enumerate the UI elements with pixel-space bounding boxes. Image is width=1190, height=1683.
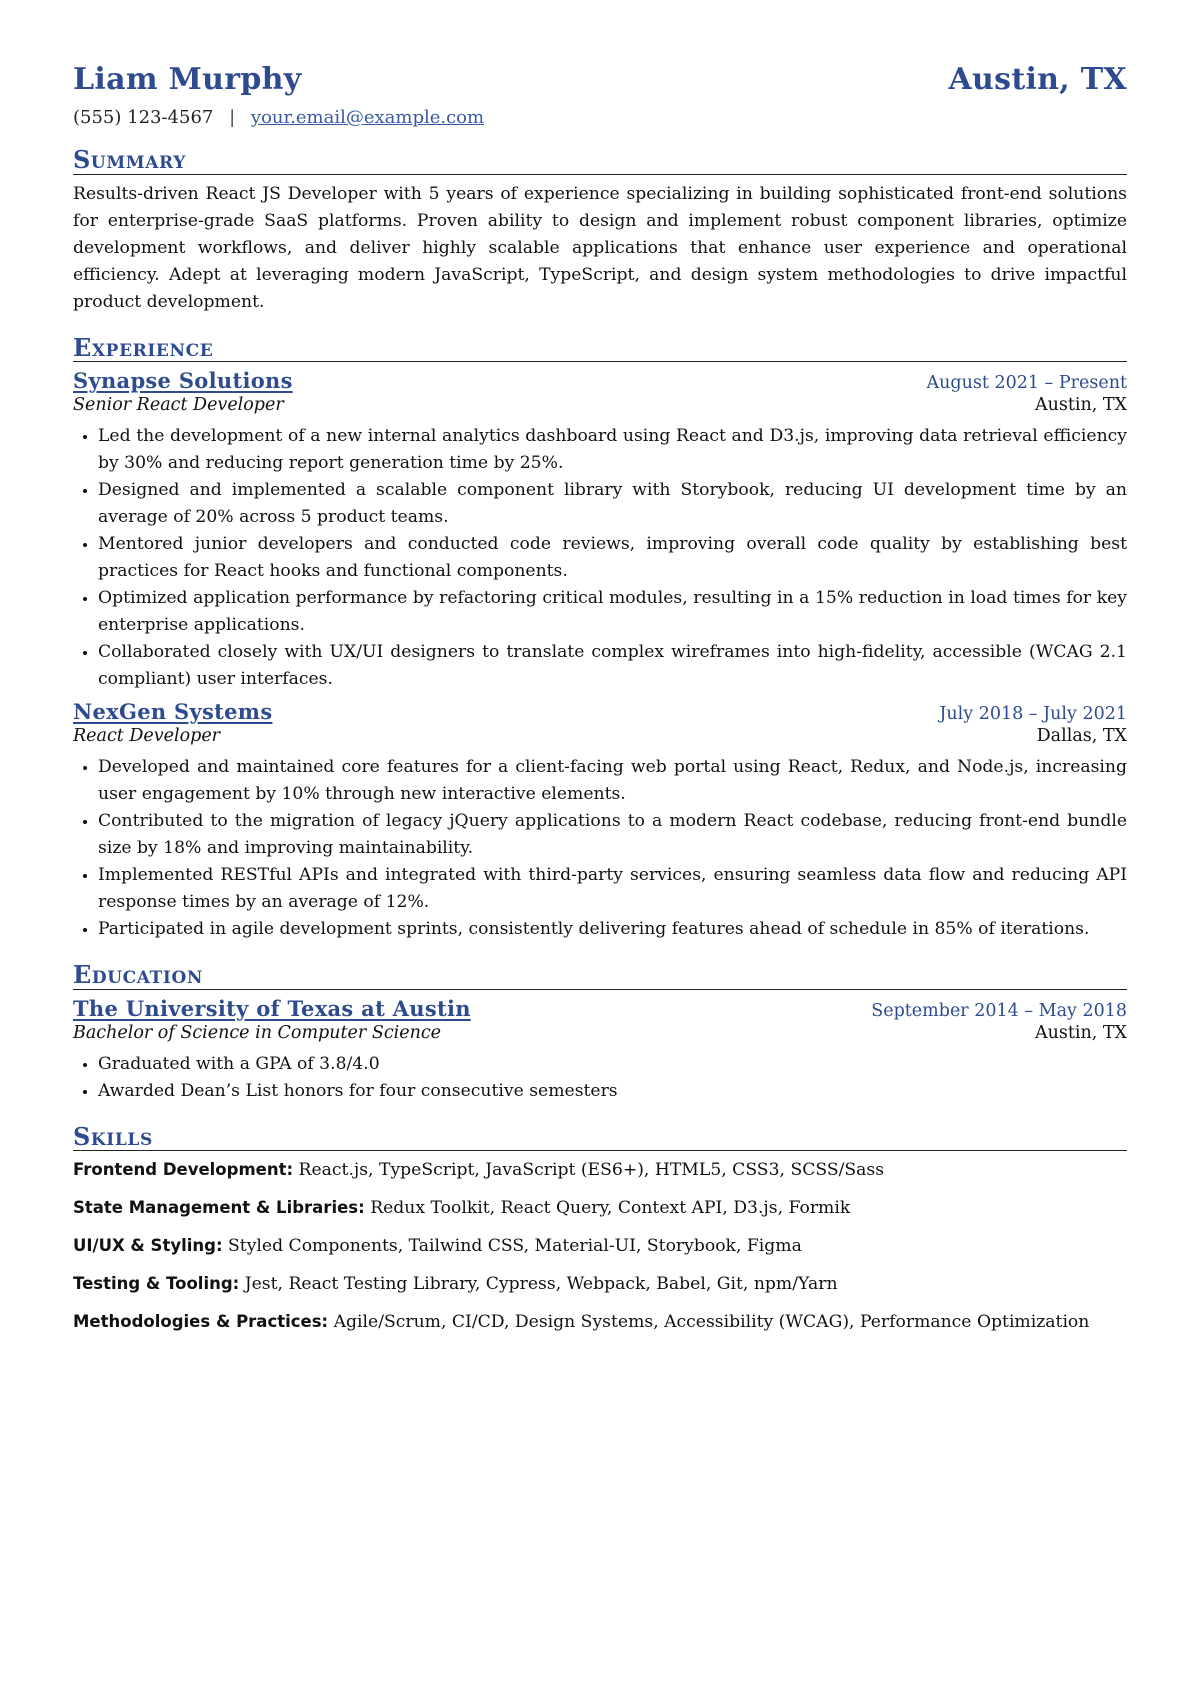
skill-value: Agile/Scrum, CI/CD, Design Systems, Accessibility (WCAG), Performance Optimization bbox=[333, 1312, 1090, 1333]
skill-line bbox=[73, 1195, 1127, 1221]
skill-value: Jest, React Testing Library, Cypress, Webpack, Babel, Git, npm/Yarn bbox=[244, 1274, 838, 1295]
education-location: Austin, TX bbox=[1034, 1022, 1127, 1043]
education-dates: September 2014 – May 2018 bbox=[871, 1000, 1127, 1021]
bullet-item: • Graduated with a GPA of 3.8/4.0 bbox=[98, 1051, 1127, 1078]
job-dates: July 2018 – July 2021 bbox=[939, 704, 1127, 725]
skill-value: Redux Toolkit, React Query, Context API, D3.js, Formik bbox=[370, 1198, 851, 1219]
contact-line bbox=[73, 107, 1127, 128]
skills-list bbox=[73, 1157, 1127, 1335]
job-bullets bbox=[73, 754, 1127, 943]
job-bullets bbox=[73, 423, 1127, 693]
company-link[interactable]: Synapse Solutions bbox=[73, 368, 293, 394]
job-title: React Developer bbox=[73, 726, 221, 747]
job-entry-nexgen bbox=[73, 699, 1127, 943]
bullet-item: • Developed and maintained core features for a client-facing web portal using React, Redux, and Node.js, increasing user engagement by 10% through new interactive elements. bbox=[98, 754, 1127, 808]
skill-label: Testing & Tooling: bbox=[73, 1274, 240, 1294]
skill-value: Styled Components, Tailwind CSS, Material-UI, Storybook, Figma bbox=[228, 1236, 802, 1257]
skill-line bbox=[73, 1233, 1127, 1259]
job-entry-synapse bbox=[73, 368, 1127, 693]
phone-number: (555) 123-4567 bbox=[73, 107, 214, 128]
skill-label: State Management & Libraries: bbox=[73, 1198, 365, 1218]
job-title: Senior React Developer bbox=[73, 395, 284, 416]
job-location: Dallas, TX bbox=[1036, 726, 1127, 747]
bullet-item: • Awarded Dean’s List honors for four consecutive semesters bbox=[98, 1078, 1127, 1105]
bullet-item: • Led the development of a new internal analytics dashboard using React and D3.js, improving data retrieval efficiency by 30% and reducing report generation time by 25%. bbox=[98, 423, 1127, 477]
contact-separator: | bbox=[229, 107, 236, 128]
skill-line bbox=[73, 1157, 1127, 1183]
school-link[interactable]: The University of Texas at Austin bbox=[73, 995, 471, 1021]
company-link[interactable]: NexGen Systems bbox=[73, 699, 273, 725]
skill-value: React.js, TypeScript, JavaScript (ES6+), HTML5, CSS3, SCSS/Sass bbox=[298, 1160, 885, 1181]
section-title-experience: Experience bbox=[73, 334, 1127, 363]
education-entry bbox=[73, 996, 1127, 1105]
skill-line bbox=[73, 1271, 1127, 1297]
resume-header bbox=[73, 62, 1127, 97]
header-location: Austin, TX bbox=[948, 62, 1127, 97]
bullet-item: • Contributed to the migration of legacy jQuery applications to a modern React codebase, reducing front-end bundle size by 18% and improving maintainability. bbox=[98, 808, 1127, 862]
section-title-skills: Skills bbox=[73, 1123, 1127, 1152]
bullet-item: • Designed and implemented a scalable component library with Storybook, reducing UI development time by an average of 20% across 5 product teams. bbox=[98, 477, 1127, 531]
bullet-item: • Collaborated closely with UX/UI designers to translate complex wireframes into high-fidelity, accessible (WCAG 2.1 compliant) user interfaces. bbox=[98, 639, 1127, 693]
section-title-education: Education bbox=[73, 961, 1127, 990]
bullet-item: • Implemented RESTful APIs and integrated with third-party services, ensuring seamless data flow and reducing API response times by an average of 12%. bbox=[98, 862, 1127, 916]
skill-label: UI/UX & Styling: bbox=[73, 1236, 223, 1256]
email-link[interactable]: your.email@example.com bbox=[250, 107, 485, 128]
degree-name: Bachelor of Science in Computer Science bbox=[73, 1022, 442, 1043]
skill-line bbox=[73, 1309, 1127, 1335]
candidate-name: Liam Murphy bbox=[73, 62, 302, 97]
section-title-summary: Summary bbox=[73, 146, 1127, 175]
skill-label: Frontend Development: bbox=[73, 1160, 294, 1180]
resume-page bbox=[73, 62, 1127, 1347]
job-location: Austin, TX bbox=[1034, 395, 1127, 416]
skill-label: Methodologies & Practices: bbox=[73, 1312, 329, 1332]
bullet-item: • Participated in agile development sprints, consistently delivering features ahead of schedule in 85% of iterations. bbox=[98, 916, 1127, 943]
bullet-item: • Mentored junior developers and conducted code reviews, improving overall code quality by establishing best practices for React hooks and functional components. bbox=[98, 531, 1127, 585]
education-bullets bbox=[73, 1051, 1127, 1105]
bullet-item: • Optimized application performance by refactoring critical modules, resulting in a 15% reduction in load times for key enterprise applications. bbox=[98, 585, 1127, 639]
summary-text: Results-driven React JS Developer with 5 years of experience specializing in building sophisticated front-end solutions for enterprise-grade SaaS platforms. Proven ability to design and implement robust component libraries, optimize development workflows, and deliver highly scalable applications that enhance user experience and operational efficiency. Adept at leveraging modern JavaScript, TypeScript, and design system methodologies to drive impactful product development. bbox=[73, 183, 1127, 312]
job-dates: August 2021 – Present bbox=[926, 373, 1127, 394]
